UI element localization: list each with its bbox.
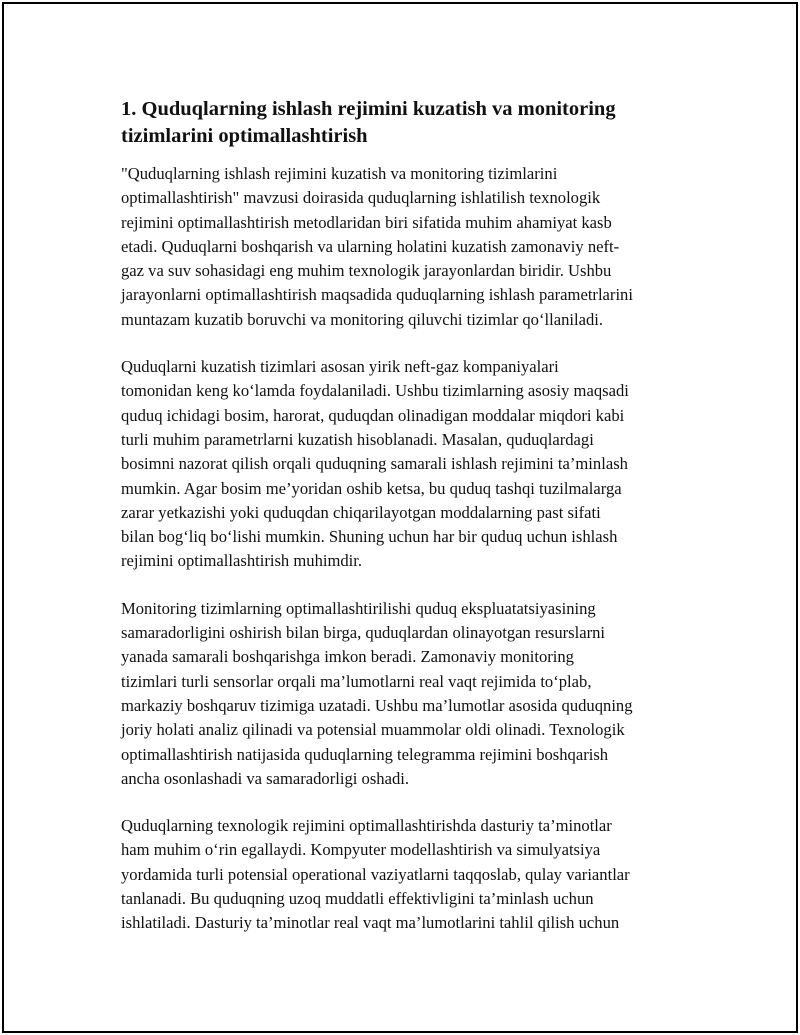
text-line: rejimini optimallashtirish metodlaridan biri sifatida muhim ahamiyat kasb [121,212,612,232]
section-title [121,96,693,150]
text-line: tizimlari turli sensorlar orqali ma’lumotlarni real vaqt rejimida to‘plab, [121,671,592,691]
paragraph-1 [121,162,693,332]
text-line: bosimni nazorat qilish orqali quduqning samarali ishlash rejimini ta’minlash [121,454,628,474]
paragraph-3 [121,597,693,791]
text-line: "Quduqlarning ishlash rejimini kuzatish va monitoring tizimlarini [121,164,558,183]
text-line: etadi. Quduqlarni boshqarish va ularning holatini kuzatish zamonaviy neft- [121,236,620,256]
text-line: tanlanadi. Bu quduqning uzoq muddatli effektivligini ta’minlash uchun [121,889,594,909]
text-line: tomonidan keng ko‘lamda foydalaniladi. Ushbu tizimlarning asosiy maqsadi [121,381,629,401]
text-line: yanada samarali boshqarishga imkon beradi. Zamonaviy monitoring [121,647,574,667]
text-line: ancha osonlashadi va samaradorligi oshadi. [121,768,410,788]
section-title-line: 1. Quduqlarning ishlash rejimini kuzatish va monitoring [121,98,616,120]
text-line: joriy holati analiz qilinadi va potensial muammolar oldi olinadi. Texnologik [121,720,625,740]
text-line: Quduqlarni kuzatish tizimlari asosan yirik neft-gaz kompaniyalari [121,357,559,377]
page-frame [2,2,798,1033]
text-line: optimallashtirish natijasida quduqlarning telegramma rejimini boshqarish [121,744,609,764]
text-line: optimallashtirish" mavzusi doirasida quduqlarning ishlatilish texnologik [121,188,601,208]
text-line: zarar yetkazishi yoki quduqdan chiqarilayotgan moddalarning past sifati [121,502,601,522]
text-line: yordamida turli potensial operational vaziyatlarni taqqoslab, qulay variantlar [121,864,630,884]
text-line: bilan bog‘liq bo‘lishi mumkin. Shuning uchun har bir quduq uchun ishlash [121,527,618,547]
text-line: ham muhim o‘rin egallaydi. Kompyuter modellashtirish va simulyatsiya [121,840,601,860]
text-line: ishlatiladi. Dasturiy ta’minotlar real vaqt ma’lumotlarini tahlil qilish uchun [121,913,620,933]
text-line: Monitoring tizimlarning optimallashtirilishi quduq ekspluatatsiyasining [121,598,596,618]
text-line: samaradorligini oshirish bilan birga, quduqlardan olinayotgan resurslarni [121,623,606,643]
text-line: mumkin. Agar bosim me’yoridan oshib ketsa, bu quduq tashqi tuzilmalarga [121,478,622,498]
text-line: markaziy boshqaruv tizimiga uzatadi. Ushbu ma’lumotlar asosida quduqning [121,695,633,715]
section-title-line: tizimlarini optimallashtirish [121,125,368,147]
text-line: Quduqlarning texnologik rejimini optimallashtirishda dasturiy ta’minotlar [121,816,612,836]
paragraph-2 [121,355,693,574]
text-line: turli muhim parametrlarni kuzatish hisoblanadi. Masalan, quduqlardagi [121,429,594,449]
text-line: muntazam kuzatib boruvchi va monitoring qiluvchi tizimlar qo‘llaniladi. [121,309,604,329]
text-line: quduq ichidagi bosim, harorat, quduqdan olinadigan moddalar miqdori kabi [121,405,625,425]
text-line: jarayonlarni optimallashtirish maqsadida quduqlarning ishlash parametrlarini [121,285,633,305]
paragraph-4 [121,814,693,935]
text-line: rejimini optimallashtirish muhimdir. [121,551,363,571]
text-line: gaz va suv sohasidagi eng muhim texnologik jarayonlardan biridir. Ushbu [121,261,612,281]
document-body [121,96,693,959]
